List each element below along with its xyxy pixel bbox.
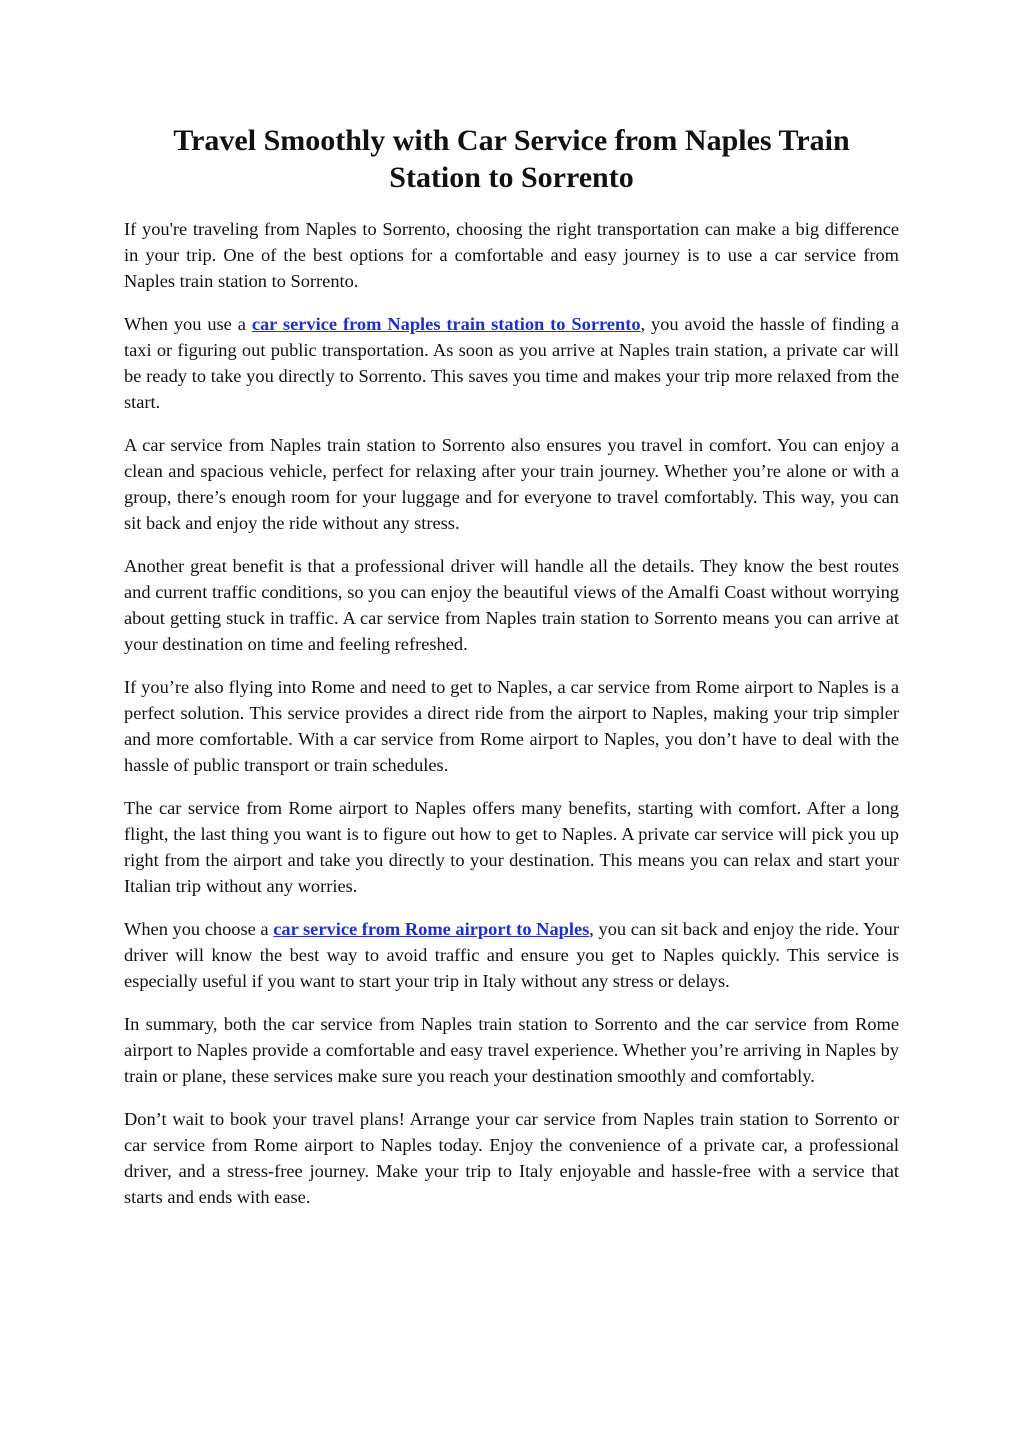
paragraph-summary: [124, 1011, 899, 1089]
paragraph-text: The car service from Rome airport to Naples offers many benefits, starting with comfort. After a long flight, the last thing you want is to figure out how to get to Naples. A private car service will pick you up right from the airport and take you directly to your destination. This means you can relax and start your Italian trip without any worries.: [124, 798, 899, 896]
paragraph-rome-benefits: [124, 795, 899, 899]
paragraph-text: If you're traveling from Naples to Sorrento, choosing the right transportation can make a big difference in your trip. One of the best options for a comfortable and easy journey is to use a car service from Naples train station to Sorrento.: [124, 219, 899, 291]
paragraph-text-after: , you avoid the hassle of finding a taxi or figuring out public transportation. As soon as you arrive at Naples train station, a private car will be ready to take you directly to Sorrento. This saves you time and makes your trip more relaxed from the start.: [124, 314, 899, 412]
paragraph-call-to-action: [124, 1106, 899, 1210]
paragraph-text-after: , you can sit back and enjoy the ride. Your driver will know the best way to avoid traffic and ensure you get to Naples quickly. This service is especially useful if you want to start your trip in Italy without any stress or delays.: [124, 919, 900, 991]
paragraph-text: Another great benefit is that a professional driver will handle all the details. They know the best routes and current traffic conditions, so you can enjoy the beautiful views of the Amalfi Coast without worrying about getting stuck in traffic. A car service from Naples train station to Sorrento means you can arrive at your destination on time and feeling refreshed.: [124, 556, 899, 654]
paragraph-rome-intro: [124, 674, 899, 778]
paragraph-naples-link: [124, 311, 899, 415]
paragraph-intro: [124, 216, 899, 294]
paragraph-text: Don’t wait to book your travel plans! Arrange your car service from Naples train station to Sorrento or car service from Rome airport to Naples today. Enjoy the convenience of a private car, a professional driver, and a stress-free journey. Make your trip to Italy enjoyable and hassle-free with a service that starts and ends with ease.: [124, 1109, 899, 1207]
rome-naples-link[interactable]: car service from Rome airport to Naples: [273, 919, 590, 939]
paragraph-comfort: [124, 432, 899, 536]
paragraph-text: In summary, both the car service from Naples train station to Sorrento and the car service from Rome airport to Naples provide a comfortable and easy travel experience. Whether you’re arriving in Naples by train or plane, these services make sure you reach your destination smoothly and comfortably.: [124, 1014, 899, 1086]
paragraph-text-before: When you choose a: [124, 919, 274, 939]
paragraph-text: A car service from Naples train station to Sorrento also ensures you travel in comfort. You can enjoy a clean and spacious vehicle, perfect for relaxing after your train journey. Whether you’re alone or with a group, there’s enough room for your luggage and for everyone to travel comfortably. This way, you can sit back and enjoy the ride without any stress.: [124, 435, 899, 533]
paragraph-text-before: When you use a: [124, 314, 252, 334]
naples-sorrento-link[interactable]: car service from Naples train station to Sorrento: [251, 314, 641, 334]
paragraph-rome-link: [124, 916, 899, 994]
paragraph-driver: [124, 553, 899, 657]
document-page: [124, 122, 899, 1227]
paragraph-text: If you’re also flying into Rome and need to get to Naples, a car service from Rome airport to Naples is a perfect solution. This service provides a direct ride from the airport to Naples, making your trip simpler and more comfortable. With a car service from Rome airport to Naples, you don’t have to deal with the hassle of public transport or train schedules.: [124, 677, 899, 775]
document-title: Travel Smoothly with Car Service from Naples Train Station to Sorrento: [173, 124, 850, 194]
